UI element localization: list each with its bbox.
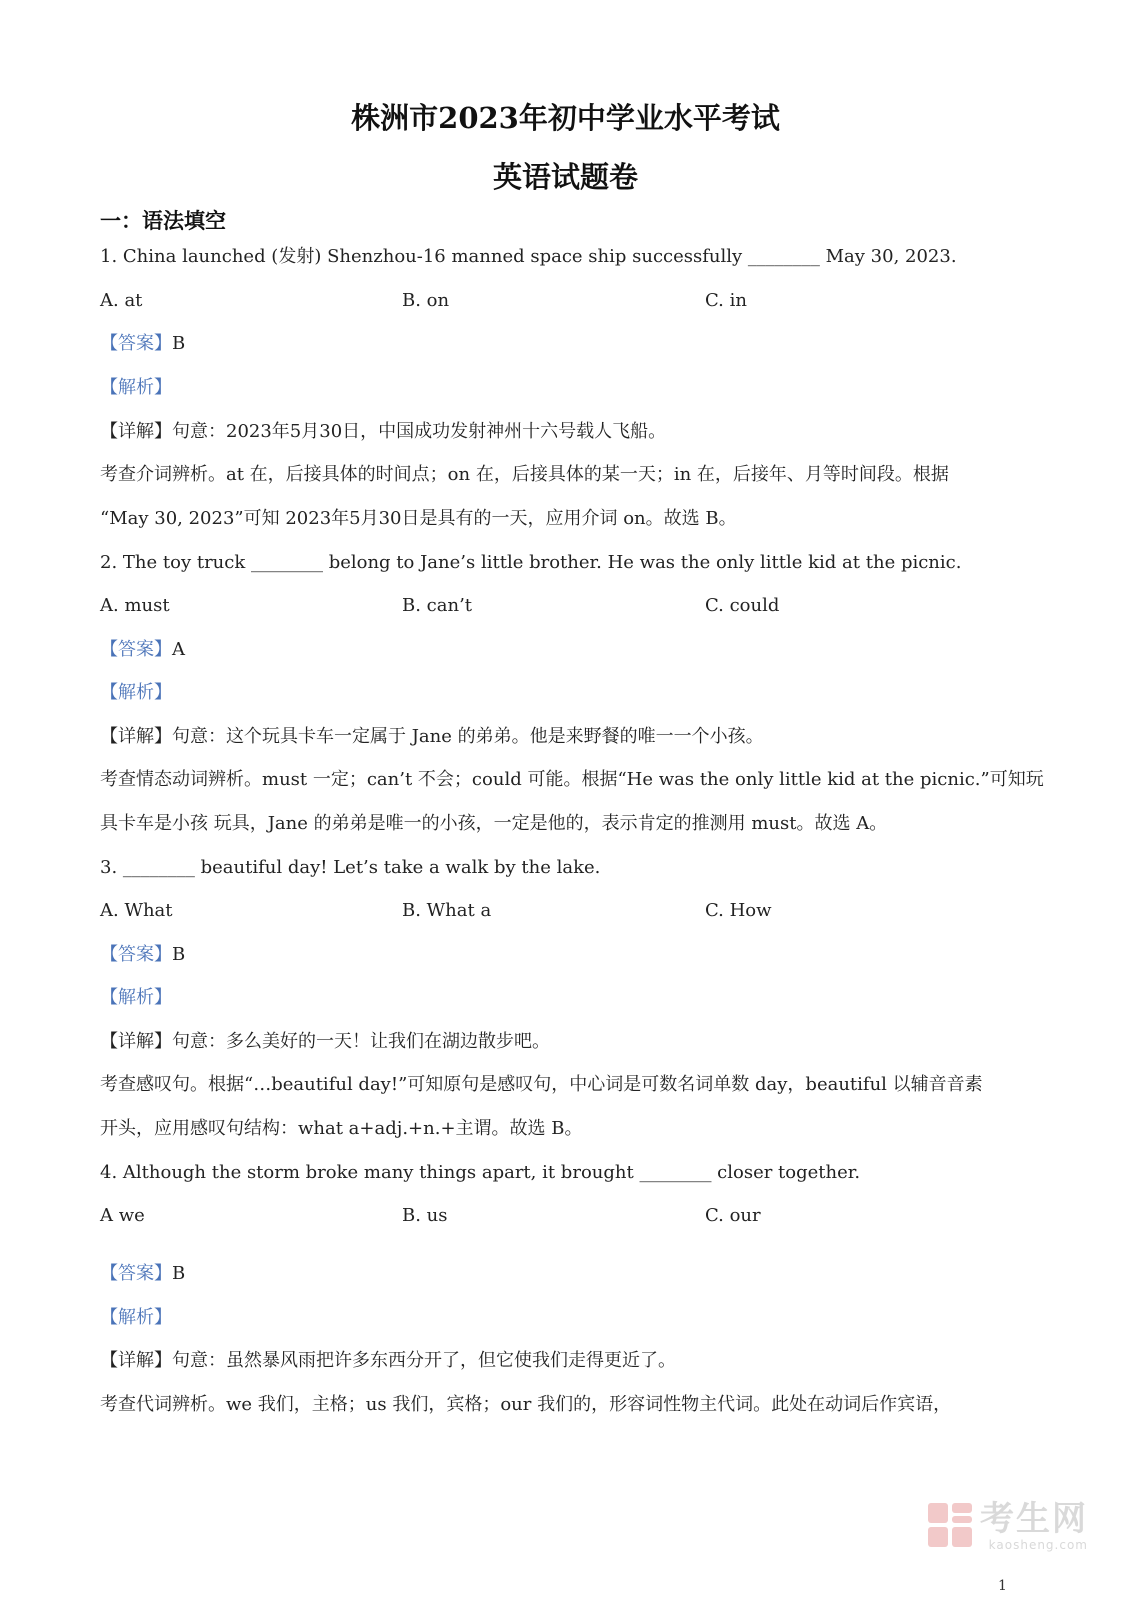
option-c: C. How <box>705 900 772 921</box>
answer-tag: 【答案】 <box>100 944 172 965</box>
detail-line: 【详解】句意：虽然暴风雨把许多东西分开了，但它使我们走得更近了。 <box>100 1350 676 1371</box>
watermark-text: 考生网 <box>980 1499 1088 1539</box>
watermark-url: kaosheng.com <box>988 1538 1088 1552</box>
detail-line: “May 30, 2023”可知 2023年5月30日是具有的一天，应用介词 on。故选 B。 <box>100 508 737 529</box>
answer-line <box>100 943 185 967</box>
question-stem: 2. The toy truck ________ belong to Jane’s little brother. He was the only little kid at the picnic. <box>100 552 962 573</box>
detail-line: 考查代词辨析。we 我们，主格；us 我们，宾格；our 我们的，形容词性物主代词。此处在动词后作宾语， <box>100 1394 952 1415</box>
option-a: A. What <box>100 900 173 921</box>
option-a: A. at <box>100 290 143 311</box>
analysis-tag: 【解析】 <box>100 1307 172 1328</box>
option-b: B. What a <box>402 900 492 921</box>
analysis-tag: 【解析】 <box>100 987 172 1008</box>
answer-value: B <box>172 1263 186 1284</box>
answer-line <box>100 1262 185 1286</box>
detail-line: 开头，应用感叹句结构：what a+adj.+n.+主谓。故选 B。 <box>100 1118 583 1139</box>
detail-line: 【详解】句意：这个玩具卡车一定属于 Jane 的弟弟。他是来野餐的唯一一个小孩。 <box>100 726 764 747</box>
option-c: C. our <box>705 1205 761 1226</box>
section-title: 一：语法填空 <box>100 208 226 233</box>
detail-line: 【详解】句意：2023年5月30日，中国成功发射神州十六号载人飞船。 <box>100 421 667 442</box>
answer-value: B <box>172 944 186 965</box>
detail-line: 【详解】句意：多么美好的一天！让我们在湖边散步吧。 <box>100 1031 550 1052</box>
answer-tag: 【答案】 <box>100 1263 172 1284</box>
page-number: 1 <box>998 1578 1007 1594</box>
logo-mark-icon <box>928 1503 974 1549</box>
answer-tag: 【答案】 <box>100 639 172 660</box>
option-b: B. us <box>402 1205 448 1226</box>
question-stem: 3. ________ beautiful day! Let’s take a walk by the lake. <box>100 857 601 878</box>
detail-line: 考查介词辨析。at 在，后接具体的时间点；on 在，后接具体的某一天；in 在，后接年、月等时间段。根据 <box>100 464 949 485</box>
page-title: 株洲市2023年初中学业水平考试 <box>351 101 780 135</box>
answer-line <box>100 332 185 356</box>
answer-value: A <box>172 639 185 660</box>
option-c: C. could <box>705 595 780 616</box>
detail-line: 考查感叹句。根据“…beautiful day!”可知原句是感叹句，中心词是可数名词单数 day，beautiful 以辅音音素 <box>100 1074 983 1095</box>
option-c: C. in <box>705 290 747 311</box>
answer-line <box>100 638 185 662</box>
question-stem: 4. Although the storm broke many things apart, it brought ________ closer together. <box>100 1162 861 1183</box>
option-b: B. on <box>402 290 450 311</box>
detail-line: 考查情态动词辨析。must 一定；can’t 不会；could 可能。根据“He was the only little kid at the picnic.”可知玩 <box>100 769 1044 790</box>
answer-tag: 【答案】 <box>100 333 172 354</box>
analysis-tag: 【解析】 <box>100 377 172 398</box>
answer-value: B <box>172 333 186 354</box>
analysis-tag: 【解析】 <box>100 682 172 703</box>
detail-line: 具卡车是小孩 玩具，Jane 的弟弟是唯一的小孩，一定是他的，表示肯定的推测用 must。故选 A。 <box>100 813 888 834</box>
question-stem: 1. China launched (发射) Shenzhou-16 manned space ship successfully ________ May 30, 2023. <box>100 246 957 267</box>
page-subtitle: 英语试题卷 <box>492 160 638 194</box>
option-a: A we <box>100 1205 145 1226</box>
option-a: A. must <box>100 595 170 616</box>
watermark-logo <box>928 1500 1088 1552</box>
option-b: B. can’t <box>402 595 473 616</box>
